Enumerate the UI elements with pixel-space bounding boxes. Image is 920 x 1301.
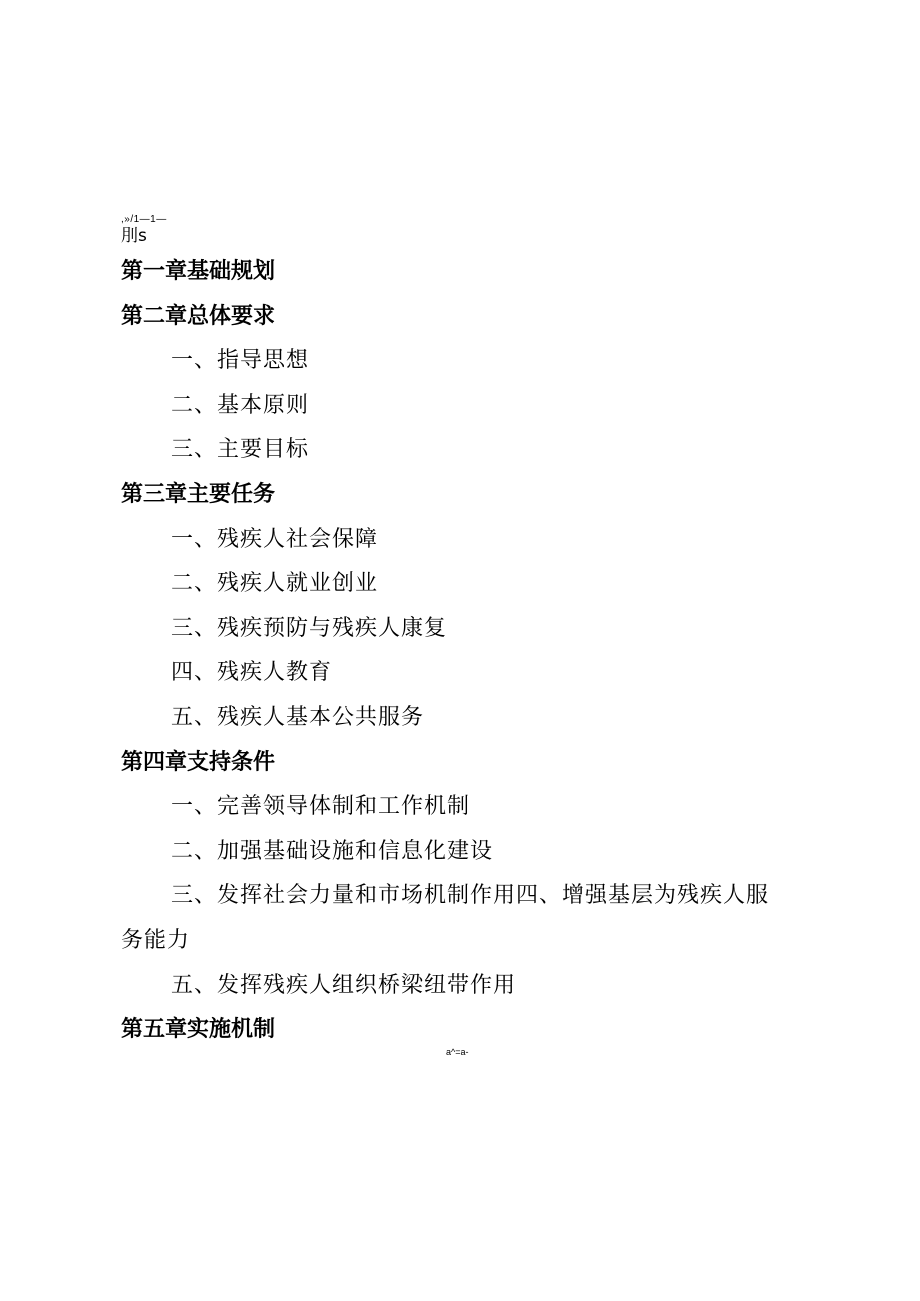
toc-section: 一、残疾人社会保障 — [171, 526, 379, 552]
toc-section: 三、残疾预防与残疾人康复 — [171, 615, 448, 641]
toc-chapter-5: 第五章实施机制 — [121, 1017, 276, 1043]
header-title: 刖s — [121, 226, 147, 246]
header-mark: ,»/1—1— — [121, 214, 167, 225]
toc-section: 三、主要目标 — [171, 437, 310, 463]
toc-section-continuation: 务能力 — [121, 927, 191, 953]
table-of-contents — [121, 250, 801, 1053]
toc-chapter-3: 第三章主要任务 — [121, 481, 276, 507]
toc-chapter-4: 第四章支持条件 — [121, 749, 276, 775]
toc-section: 二、残疾人就业创业 — [171, 571, 379, 597]
footer-mark: a^=a- — [446, 1047, 469, 1057]
toc-section: 五、残疾人基本公共服务 — [171, 704, 425, 730]
toc-chapter-1: 第一章基础规划 — [121, 259, 276, 284]
toc-section: 三、发挥社会力量和市场机制作用四、增强基层为残疾人服 — [171, 883, 770, 909]
toc-section: 四、残疾人教育 — [171, 660, 333, 686]
toc-section: 二、基本原则 — [171, 392, 310, 418]
toc-section: 二、加强基础设施和信息化建设 — [171, 838, 494, 864]
toc-chapter-2: 第二章总体要求 — [121, 303, 276, 329]
toc-section: 五、发挥残疾人组织桥梁纽带作用 — [171, 972, 517, 998]
toc-section: 一、完善领导体制和工作机制 — [171, 794, 471, 820]
toc-section: 一、指导思想 — [171, 348, 310, 374]
